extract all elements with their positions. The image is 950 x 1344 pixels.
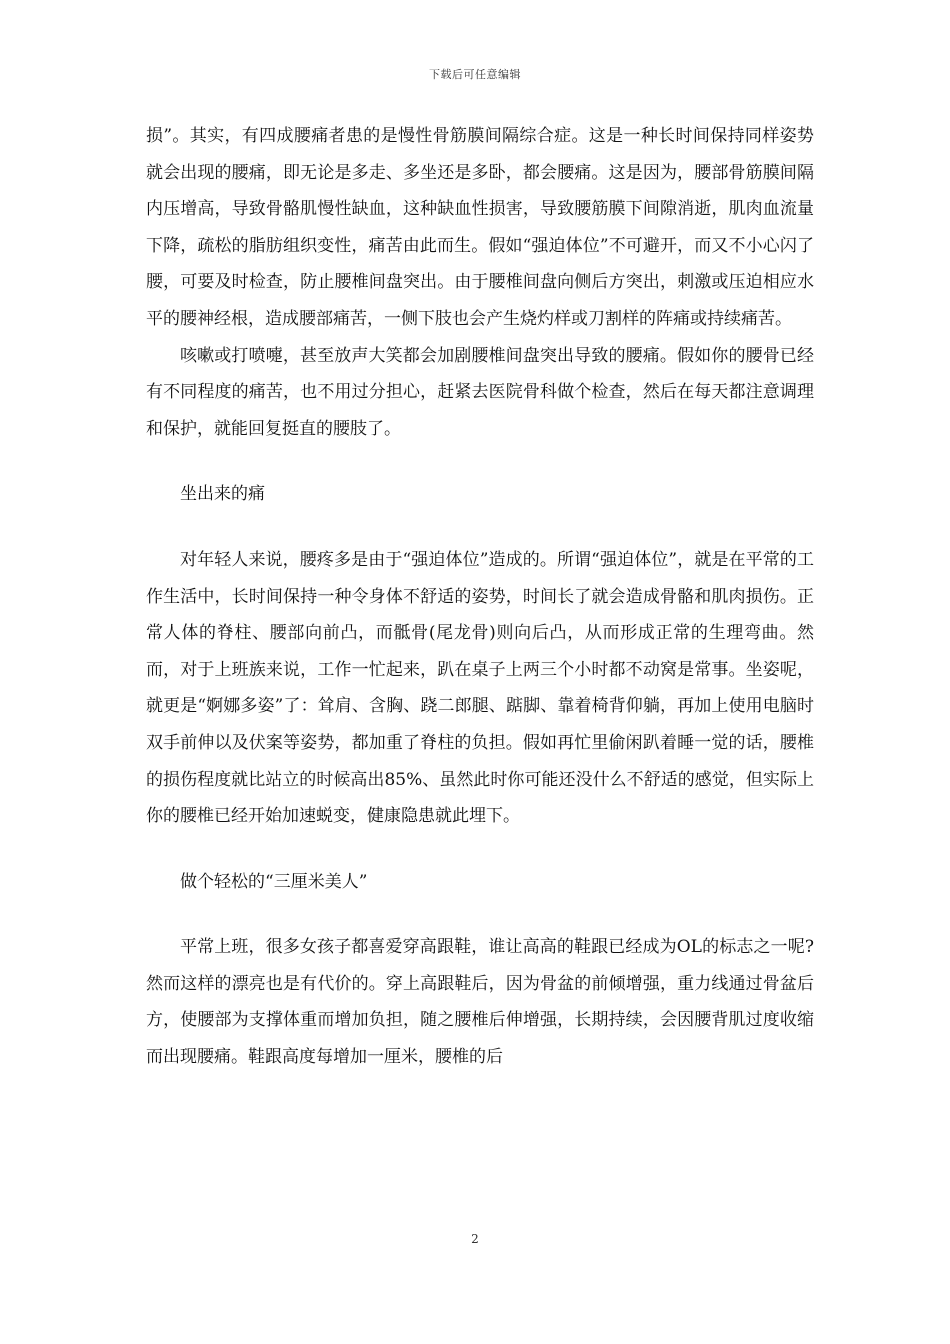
- document-body: [146, 118, 814, 1076]
- paragraph: 平常上班，很多女孩子都喜爱穿高跟鞋，谁让高高的鞋跟已经成为OL的标志之一呢?然而这样的漂亮也是有代价的。穿上高跟鞋后，因为骨盆的前倾增强，重力线通过骨盆后方，使腰部为支撑体重而增加负担，随之腰椎后伸增强，长期持续，会因腰背肌过度收缩而出现腰痛。鞋跟高度每增加一厘米，腰椎的后: [146, 937, 814, 1068]
- paragraph: 咳嗽或打喷嚏，甚至放声大笑都会加剧腰椎间盘突出导致的腰痛。假如你的腰骨已经有不同程度的痛苦，也不用过分担心，赶紧去医院骨科做个检查，然后在每天都注意调理和保护，就能回复挺直的腰肢了。: [146, 345, 814, 439]
- page-header: 下载后可任意编辑: [429, 68, 521, 81]
- paragraph: 对年轻人来说，腰疼多是由于“强迫体位”造成的。所谓“强迫体位”，就是在平常的工作生活中，长时间保持一种令身体不舒适的姿势，时间长了就会造成骨骼和肌肉损伤。正常人体的脊柱、腰部向前凸，而骶骨(尾龙骨)则向后凸，从而形成正常的生理弯曲。然而，对于上班族来说，工作一忙起来，趴在桌子上两三个小时都不动窝是常事。坐姿呢，就更是“婀娜多姿”了：耸肩、含胸、跷二郎腿、踮脚、靠着椅背仰躺，再加上使用电脑时双手前伸以及伏案等姿势，都加重了脊柱的负担。假如再忙里偷闲趴着睡一觉的话，腰椎的损伤程度就比站立的时候高出85%、虽然此时你可能还没什么不舒适的感觉，但实际上你的腰椎已经开始加速蜕变，健康隐患就此埋下。: [146, 549, 814, 827]
- section-heading: 坐出来的痛: [180, 484, 265, 505]
- page-number: 2: [471, 1232, 479, 1246]
- section-heading: 做个轻松的“三厘米美人”: [180, 871, 368, 892]
- paragraph-continued: 损”。其实，有四成腰痛者患的是慢性骨筋膜间隔综合症。这是一种长时间保持同样姿势就会出现的腰痛，即无论是多走、多坐还是多卧，都会腰痛。这是因为，腰部骨筋膜间隔内压增高，导致骨骼肌慢性缺血，这种缺血性损害，导致腰筋膜下间隙消逝，肌肉血流量下降，疏松的脂肪组织变性，痛苦由此而生。假如“强迫体位”不可避开，而又不小心闪了腰，可要及时检查，防止腰椎间盘突出。由于腰椎间盘向侧后方突出，刺激或压迫相应水平的腰神经根，造成腰部痛苦，一侧下肢也会产生烧灼样或刀割样的阵痛或持续痛苦。: [146, 126, 814, 329]
